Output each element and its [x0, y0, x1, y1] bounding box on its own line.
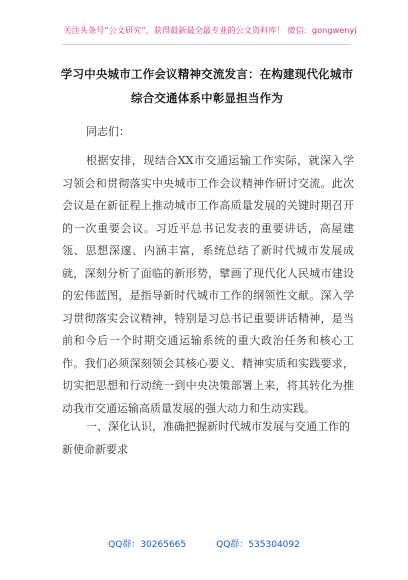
greeting: 同志们：	[86, 125, 130, 138]
footer-contact	[0, 537, 408, 550]
footer-qq-group-1: QQ群：30265665	[108, 540, 187, 550]
document-title-line-2: 综合交通体系中彰显担当作为	[130, 91, 284, 105]
section-heading: 一、深化认识，准确把握新时代城市发展与交通工作的新使命新要求	[62, 420, 350, 456]
body-paragraph: 根据安排，现结合XX市交通运输工作实际，就深入学习领会和贯彻落实中央城市工作会议精神作研讨交流。此次会议是在新征程上推动城市工作高质量发展的关键时期召开的一次重要会议。习近平总书记发表的重要讲话，高屋建瓴、思想深邃、内涵丰富，系统总结了新时代城市发展成就，深刻分析了面临的新形势，擘画了现代化人民城市建设的宏伟蓝图，是指导新时代城市工作的纲领性文献。深入学习贯彻落实会议精神，特别是习总书记重要讲话精神，是当前和今后一个时期交通运输系统的重大政治任务和核心工作。我们必须深刻领会其核心要义、精神实质和实践要求，切实把思想和行动统一到中央决策部署上来，将其转化为推动我市交通运输高质量发展的强大动力和生动实践。	[62, 154, 354, 415]
header-banner: 关注头条号“公文研究”，获得最新最全最专业的公文资料库！ 微信：gongwenyj	[63, 25, 357, 35]
header-divider	[62, 44, 350, 45]
footer-qq-group-2: QQ群：535304092	[216, 540, 300, 550]
document-title-line-1: 学习中央城市工作会议精神交流发言：在构建现代化城市	[60, 67, 354, 81]
